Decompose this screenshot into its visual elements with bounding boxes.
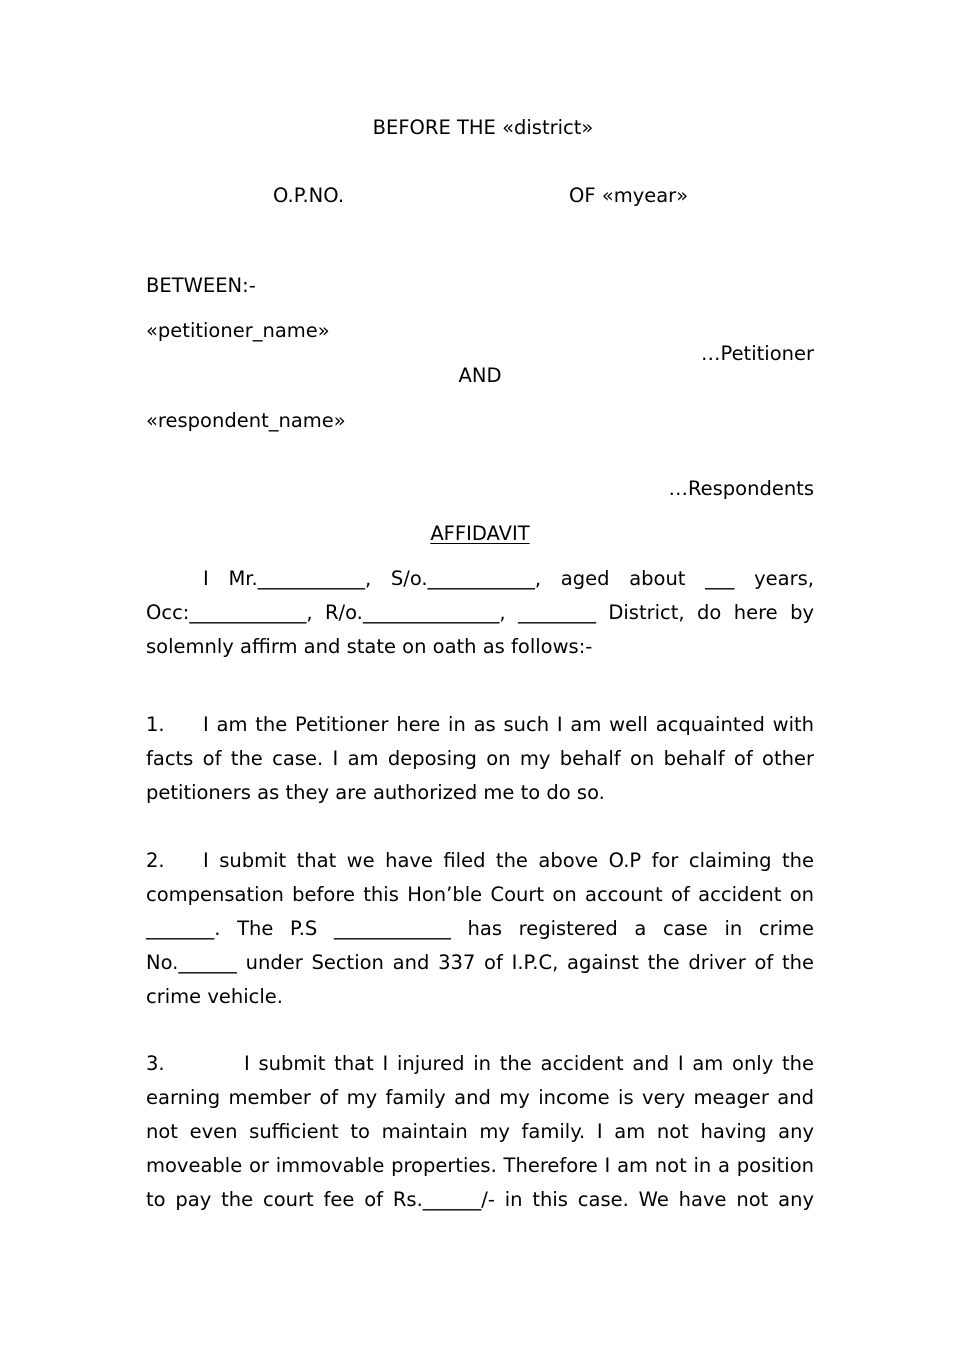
intro-line: Occ:____________, R/o.______________, ________ District, do here by bbox=[146, 601, 814, 624]
respondent-name: «respondent_name» bbox=[146, 409, 346, 432]
paragraph-line: earning member of my family and my income is very meager and bbox=[146, 1086, 814, 1109]
paragraph-line: compensation before this Hon’ble Court on account of accident on bbox=[146, 883, 814, 906]
paragraph-line: to pay the court fee of Rs.______/- in this case. We have not any bbox=[146, 1188, 814, 1211]
paragraph-line: crime vehicle. bbox=[146, 985, 283, 1008]
paragraph-line: not even sufficient to maintain my family. I am not having any bbox=[146, 1120, 814, 1143]
paragraph-line: 1. I am the Petitioner here in as such I am well acquainted with bbox=[146, 708, 814, 742]
paragraph-1 bbox=[146, 708, 814, 810]
paragraph-line: petitioners as they are authorized me to do so. bbox=[146, 781, 605, 804]
op-year-label: OF «myear» bbox=[569, 184, 689, 207]
court-heading: BEFORE THE «district» bbox=[372, 116, 594, 139]
paragraph-line: facts of the case. I am deposing on my behalf on behalf of other bbox=[146, 747, 814, 770]
intro-line: solemnly affirm and state on oath as follows:- bbox=[146, 635, 593, 658]
paragraph-line: 3. I submit that I injured in the accident and I am only the bbox=[146, 1047, 814, 1081]
and-label: AND bbox=[458, 364, 502, 387]
op-number-label: O.P.NO. bbox=[273, 184, 345, 207]
paragraph-number: 1. bbox=[146, 713, 165, 736]
paragraph-line: No.______ under Section and 337 of I.P.C, against the driver of the bbox=[146, 951, 814, 974]
paragraph-3 bbox=[146, 1047, 814, 1217]
intro-paragraph bbox=[146, 562, 814, 664]
paragraph-2 bbox=[146, 844, 814, 1014]
paragraph-line: 2. I submit that we have filed the above O.P for claiming the bbox=[146, 844, 814, 878]
affidavit-title: AFFIDAVIT bbox=[430, 522, 530, 545]
between-label: BETWEEN:- bbox=[146, 274, 256, 297]
respondent-role: …Respondents bbox=[668, 477, 814, 500]
petitioner-role: …Petitioner bbox=[701, 342, 814, 365]
petitioner-name: «petitioner_name» bbox=[146, 319, 330, 342]
paragraph-line: _______. The P.S ____________ has registered a case in crime bbox=[146, 917, 814, 940]
paragraph-line: moveable or immovable properties. Therefore I am not in a position bbox=[146, 1154, 814, 1177]
paragraph-number: 2. bbox=[146, 849, 165, 872]
intro-line: I Mr.___________, S/o.___________, aged about ___ years, bbox=[203, 567, 814, 590]
paragraph-number: 3. bbox=[146, 1052, 165, 1075]
